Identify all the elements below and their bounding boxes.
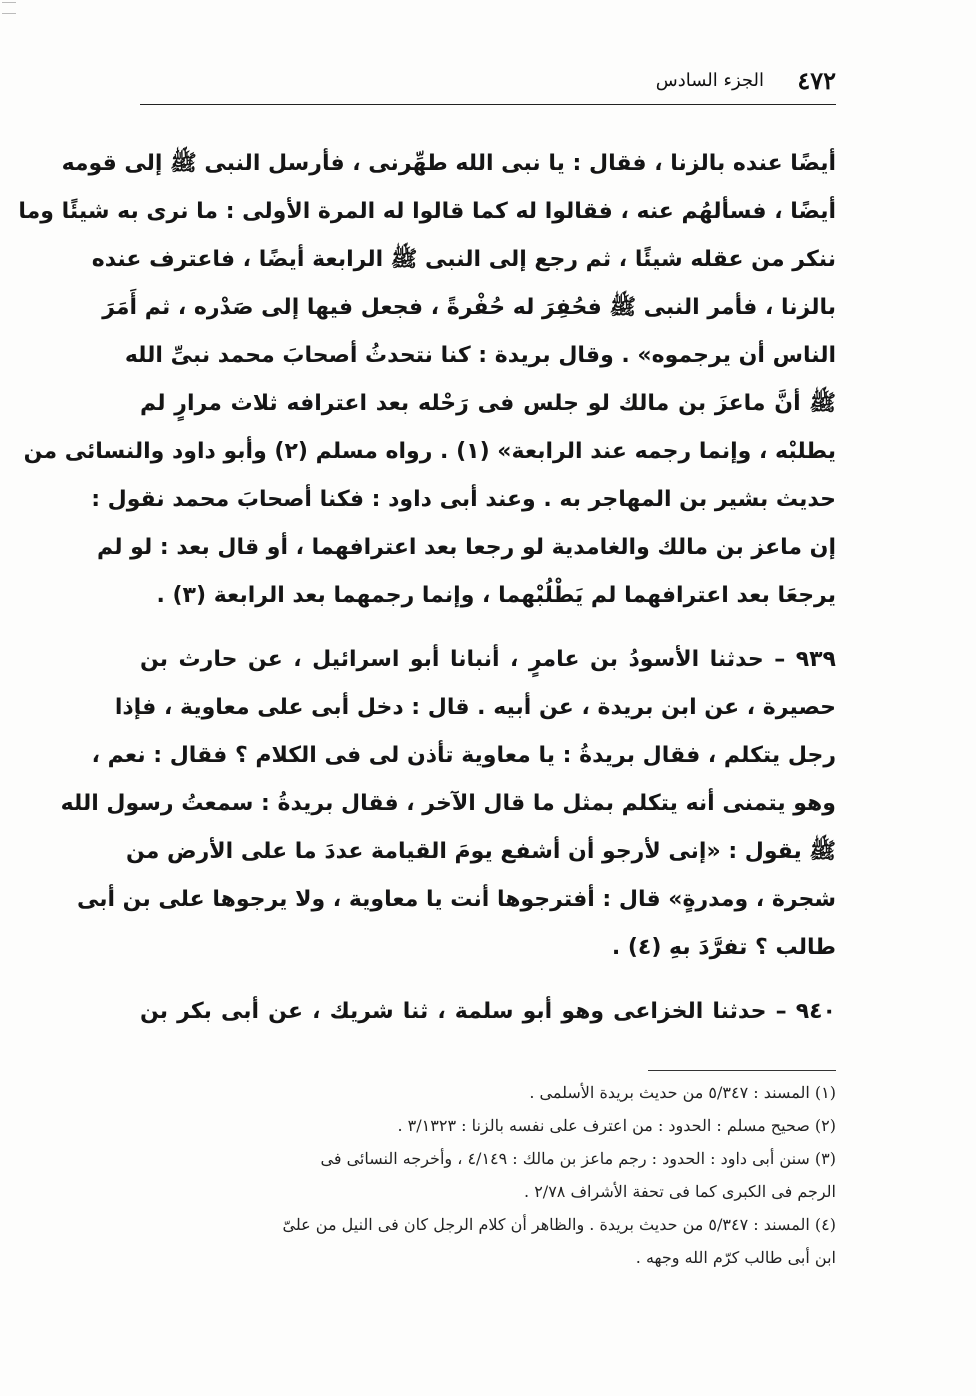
text-line: طالب ؟ تفرَّدَ بهِ (٤) . (611, 935, 836, 960)
paragraph-gap (140, 620, 836, 636)
text-line: إن ماعز بن مالك والغامدية لو رجعا بعد اعترافهما ، أو قال بعد : لو لم (96, 535, 836, 560)
text-line: ننكر من عقله شيئًا ، ثم رجع إلى النبى ﷺ الرابعة أيضًا ، فاعترف عنده (91, 247, 836, 272)
hadith-940 (140, 988, 836, 1036)
paragraph-gap (140, 972, 836, 988)
text-line: حصيرة ، عن ابن بريدة ، عن أبيه . قال : دخل أبى على معاوية ، فإذا (114, 695, 836, 720)
text-line: بالزنا ، فأمر النبى ﷺ فحُفِرَ له حُفْرةً ، فجعل فيها إلى صَدْره ، ثم أَمَرَ (102, 295, 836, 320)
footnote-3-continued: الرجم فى الكبرى كما فى تحفة الأشراف ٢/٧٨ . (524, 1182, 836, 1201)
footnote-rule (648, 1070, 836, 1071)
text-line: شجرة ، ومدرةٍ» قال : أفترجوها أنت يا معاوية ، ولا يرجوها على بن أبى (76, 887, 836, 912)
footnote-2: (٢) صحيح مسلم : الحدود : من اعترف على نفسه بالزنا : ٣/١٣٢٣ . (397, 1116, 836, 1135)
footnote-4: (٤) المسند : ٥/٣٤٧ من حديث بريدة . والظاهر أن كلام الرجل كان فى النيل من علىّ (282, 1215, 836, 1234)
footnotes (140, 1076, 836, 1274)
paragraph-continuation (18, 140, 836, 620)
main-text (18, 140, 836, 1036)
text-line: وهو يتمنى أنه يتكلم بمثل ما قال الآخر ، فقال بريدةُ : سمعتُ رسول الله (60, 791, 836, 816)
footnote-3: (٣) سنن أبى داود : الحدود : رجم ماعز بن مالك : ٤/١٤٩ ، وأخرجه النسائى فى (320, 1149, 836, 1168)
text-line: ٩٤٠ – حدثنا الخزاعى وهو أبو سلمة ، ثنا شريك ، عن أبى بكر بن (140, 999, 836, 1024)
text-line: أيضًا عنده بالزنا ، فقال : يا نبى الله طهِّرنى ، فأرسل النبى ﷺ إلى قومه (61, 151, 836, 176)
text-line: رجل يتكلم ، فقال بريدةُ : يا معاوية تأذن لى فى الكلام ؟ فقال : نعم ، (91, 743, 836, 768)
page-header (140, 66, 836, 100)
footnote-1: (١) المسند : ٥/٣٤٧ من حديث بريدة الأسلمى . (529, 1083, 836, 1102)
text-line: ٩٣٩ – حدثنا الأسودُ بن عامرٍ ، أنبانا أبو اسرائيل ، عن حارث بن (140, 647, 836, 672)
text-line: يطلبْه ، وإنما رجمه عند الرابعة» (١) . رواه مسلم (٢) وأبو داود والنسائى من (23, 439, 836, 464)
text-line: يرجعَا بعد اعترافهما لم يَطْلُبْهما ، وإنما رجمهما بعد الرابعة (٣) . (156, 583, 836, 608)
text-line: أيضًا ، فسألهُم عنه ، فقالوا له كما قالوا له المرة الأولى : ما نرى به شيئًا وما (18, 199, 836, 224)
scan-corner-mark (2, 2, 16, 14)
text-line: الناس أن يرجموه» . وقال بريدة : كنا نتحدثُ أصحابَ محمد نبىِّ الله (124, 343, 836, 368)
hadith-939 (60, 636, 836, 972)
footnote-4-continued: ابن أبى طالب كرّم الله وجهه . (635, 1248, 836, 1267)
text-line: ﷺ يقول : «إنى لأرجو أن أشفع يومَ القيامة عددَ ما على الأرض من (125, 839, 836, 864)
text-line: ﷺ أنَّ ماعزَ بن مالك لو جلس فى رَحْله بعد اعترافه ثلاث مرارٍ لم (140, 391, 836, 416)
text-line: حديث بشير بن المهاجر به . وعند أبى داود : فكنا أصحابَ محمد نقول : (91, 487, 836, 512)
header-rule (140, 104, 836, 105)
running-title: الجزء السادس (655, 70, 764, 91)
page-number: ٤٧٢ (797, 66, 836, 95)
